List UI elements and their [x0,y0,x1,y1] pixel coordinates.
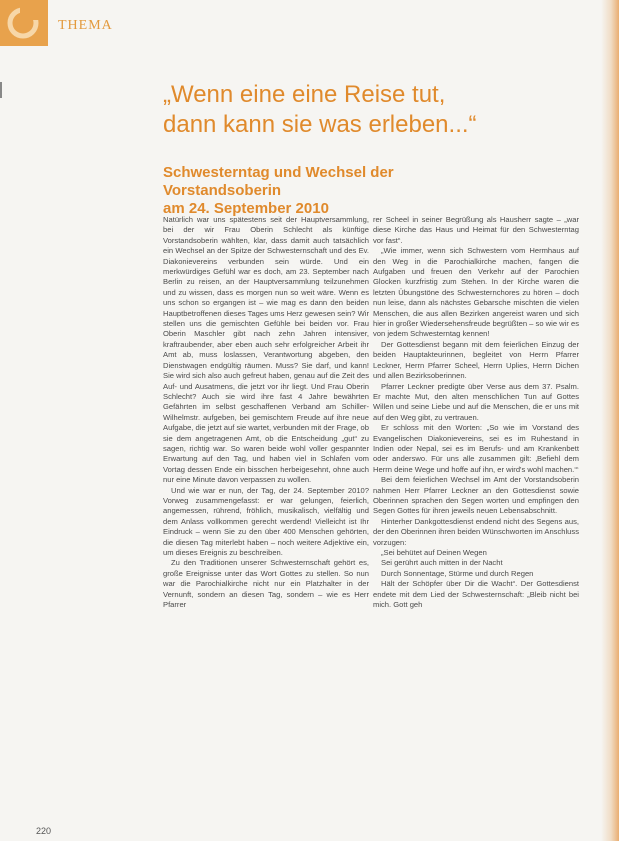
body-paragraph: Zu den Traditionen unserer Schwesternschaft gehört es, große Ereignisse unter das Wort Gottes zu stellen. So nun war die Parochialkirche nicht nur ein Platzhalter in der Vernunft, sondern an diesen Tag, sondern – wie es Herr Pfarrer [163,558,369,610]
body-column-right [373,215,579,610]
subhead-line-1: Schwesterntag und Wechsel der Vorstandsoberin [163,164,394,199]
article-subhead [163,164,483,218]
poem-line: Sei gerührt auch mitten in der Nacht [381,558,503,568]
margin-mark [0,82,2,98]
article-headline [163,80,563,140]
ring-logo-icon [6,6,40,40]
body-paragraph: Hält der Schöpfer über Dir die Wacht“. Der Gottesdienst endete mit dem Lied der Schwesternschaft: „Bleib nicht bei mich. Gott geh [373,579,579,610]
page-number: 220 [36,826,52,836]
body-paragraph: Bei dem feierlichen Wechsel im Amt der Vorstandsoberin nahmen Herr Pfarrer Leckner an den Gottesdienst sowie Oberinnen sprachen den Segen worten und empfingen den Segen Gottes für ihren jeweils neuen Lebensabschnitt. [373,475,579,516]
body-paragraph: Der Gottesdienst begann mit dem feierlichen Einzug der beiden Hauptakteurinnen, begleitet von Herrn Pfarrer Leckner, Herrn Pfarrer Scheel, Herrn Uplies, Herrn Dichen und allen Bezirksoberinnen. [373,339,579,381]
headline-line-1: „Wenn eine eine Reise tut, [163,81,446,108]
body-paragraph: Pfarrer Leckner predigte über Verse aus dem 37. Psalm. Er machte Mut, den alten menschlichen Tun auf Gottes Willen und seine Liebe und auf die Menschen, die er uns mit auf den Weg gibt, zu vertrauen. [373,381,579,422]
body-paragraph: Und wie war er nun, der Tag, der 24. September 2010? Vorweg zusammengefasst: er war gelungen, feierlich, angemessen, rührend, fröhlich, musikalisch, vielfältig und dem Anlass vollkommen gerecht werdend! Vielleicht ist Ihr Eindruck – wenn Sie zu den über 400 Menschen gehörten, die diesen Tag miterlebt haben – noch weitere Adjektive ein, um dieses Ereignis zu beschreiben. [163,485,369,557]
body-paragraph: Natürlich war uns spätestens seit der Hauptversammlung, bei der wir Frau Oberin Schlecht als künftige Vorstandsoberin wählten, klar, dass damit auch tatsächlich ein Wechsel an der Spitze der Schwesternschaft und des Ev. Diakonievereins verbunden sein würde. Und ein merkwürdiges Gefühl war es doch, am 23. September nach Berlin zu reisen, an der Hauptversammlung teilzunehmen und zu wissen, dass es morgen nun so weit wäre. Wenn es uns schon so ergangen ist – wie mag es dann den beiden Hauptbetroffenen dieses Tages ums Herz gewesen sein? Wir stellen uns die gemischten Gefühle bei beiden vor. Frau Oberin Maschler gibt nach zehn Jahren intensiver, kraftraubender, aber eben auch sehr erfolgreicher Arbeit ihr Amt ab, muss loslassen, Verantwortung abgeben, den Dienstwagen endgültig räumen. Muss? Sie darf, und kann! Sie wird sich also auch gefreut haben, genau auf die Zeit des Auf- und Ausatmens, die jetzt vor ihr liegt. Und Frau Oberin Schlecht? Auch sie wird ihre fast 4 Jahre bewährten Gefährten im selbst geschaffenen Verband am Schiller- Wilhelmstr. aufgeben, bei gemischtem Freude auf ihre neue Aufgabe, die jetzt auf sie wartet, verbunden mit der Frage, ob sie dem angetragenen Amt, ob die Entscheidung „gut“ zu sagen, richtig war. So waren beide wohl voller gespannter Erwartung auf den Tag, und haben viel in Schlafen vom Vortag dessen Ende ein bisschen herbeigesehnt, ohne auch nur eine Minute davon verpassen zu wollen. [163,215,369,485]
body-paragraph: rer Scheel in seiner Begrüßung als Hausherr sagte – „war diese Kirche das Haus und Heimat für den Schwesterntag vor fast“. [373,215,579,245]
poem-line: Durch Sonnentage, Stürme und durch Regen [381,568,534,578]
body-paragraph: Er schloss mit den Worten: „So wie im Vorstand des Evangelischen Diakonievereins, sei es im Ruhestand in Indien oder Nepal, sei es im Berufs- und am Krankenbett oder anderswo. Für uns alle zusammen gilt: ‚Befiehl dem Herrn deine Wege und hoffe auf ihn, er wird's wohl machen.‘“ [373,423,579,474]
poem-line: „Sei behütet auf Deinen Wegen [381,548,487,557]
body-paragraph: „Wie immer, wenn sich Schwestern vom Hermhaus auf den Weg in die Parochialkirche machen, fangen die Aufgaben und freuen den Verkehr auf der Parochien Glocken kurzfristig zum Stehen. In der Kirche waren die letzten Übungstöne des Schwesternchores zu hören – doch nun leise, dann als nächstes Gebarsche mischten die vielen Menschen, die aus allen Bezirken angereist waren und sich hier in großer Wiedersehensfreude begrüßten – so wie wir es von jedem Schwesterntag kennen! [373,246,579,339]
section-label: THEMA [58,18,113,33]
body-column-left [163,215,369,610]
headline-line-2: dann kann sie was erleben...“ [163,111,477,138]
section-corner-block [0,0,48,46]
body-paragraph: Hinterher Dankgottesdienst endend nicht des Segens aus, der den Oberinnen ihren beiden Wünschworten im Anschluss vorzugen: [373,516,579,547]
page-edge-shadow [601,0,619,841]
subhead-line-2: am 24. September 2010 [163,200,329,217]
